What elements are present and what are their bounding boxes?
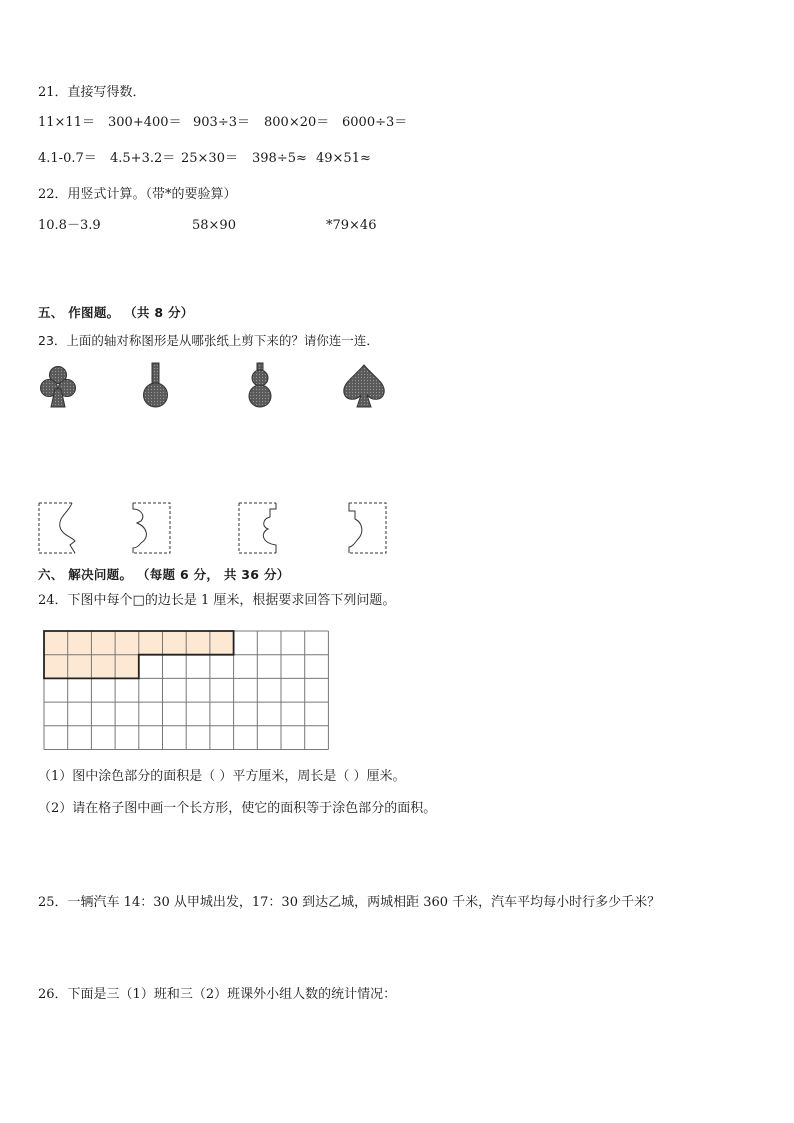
q24-title: 24．下图中每个□的边长是 1 厘米，根据要求回答下列问题。	[38, 593, 396, 608]
shaded-cell	[44, 655, 68, 679]
q21-title: 21．直接写得数．	[38, 85, 146, 100]
section-6-heading: 六、 解决问题。 （每题 6 分， 共 36 分）	[38, 567, 290, 582]
shaded-cell	[44, 631, 68, 655]
flask-shape	[144, 363, 168, 407]
q21-item-4: 800×20＝	[264, 115, 330, 130]
q23-papers	[0, 495, 794, 565]
section-5-heading: 五、 作图题。 （共 8 分）	[38, 305, 194, 320]
q25-text: 25．一辆汽车 14：30 从甲城出发，17：30 到达乙城，两城相距 360 千米，汽车平均每小时行多少千米？	[38, 895, 661, 910]
q21-item-6: 4.1-0.7＝	[38, 151, 97, 166]
shaded-cell	[91, 655, 115, 679]
paper-c	[239, 503, 276, 553]
shaded-cell	[163, 631, 187, 655]
q26-text: 26．下面是三（1）班和三（2）班课外小组人数的统计情况：	[38, 987, 397, 1002]
paper-b	[133, 503, 170, 553]
shaded-cell	[91, 631, 115, 655]
q22-item-1: 10.8－3.9	[38, 218, 101, 233]
q21-item-9: 398÷5≈	[252, 151, 307, 166]
q21-item-2: 300+400＝	[108, 115, 182, 130]
q23-title: 23．上面的轴对称图形是从哪张纸上剪下来的？请你连一连．	[38, 333, 379, 348]
q21-item-1: 11×11＝	[38, 115, 95, 130]
shaded-cell	[139, 631, 163, 655]
q22-item-2: 58×90	[192, 218, 236, 233]
q24-part-1: （1）图中涂色部分的面积是（ ）平方厘米，周长是（ ）厘米。	[38, 769, 406, 784]
q21-item-7: 4.5+3.2＝	[110, 151, 176, 166]
q21-item-3: 903÷3＝	[193, 115, 250, 130]
paper-a	[39, 503, 75, 553]
q21-item-8: 25×30＝	[181, 151, 238, 166]
shaded-cell	[186, 631, 210, 655]
q21-item-5: 6000÷3＝	[342, 115, 408, 130]
club-shape	[41, 367, 76, 408]
q24-part-2: （2）请在格子图中画一个长方形，使它的面积等于涂色部分的面积。	[38, 801, 437, 816]
q22-item-3: *79×46	[326, 218, 377, 233]
q21-item-10: 49×51≈	[316, 151, 371, 166]
shaded-cell	[68, 631, 92, 655]
shaded-cell	[115, 655, 139, 679]
q24-grid	[43, 630, 343, 760]
gourd-shape	[249, 363, 271, 407]
shaded-cell	[68, 655, 92, 679]
q22-title: 22．用竖式计算。（带*的要验算）	[38, 187, 237, 202]
spade-shape	[344, 365, 384, 407]
shaded-cell	[115, 631, 139, 655]
shaded-cell	[210, 631, 234, 655]
q23-shapes	[0, 355, 794, 475]
paper-d	[349, 503, 386, 553]
